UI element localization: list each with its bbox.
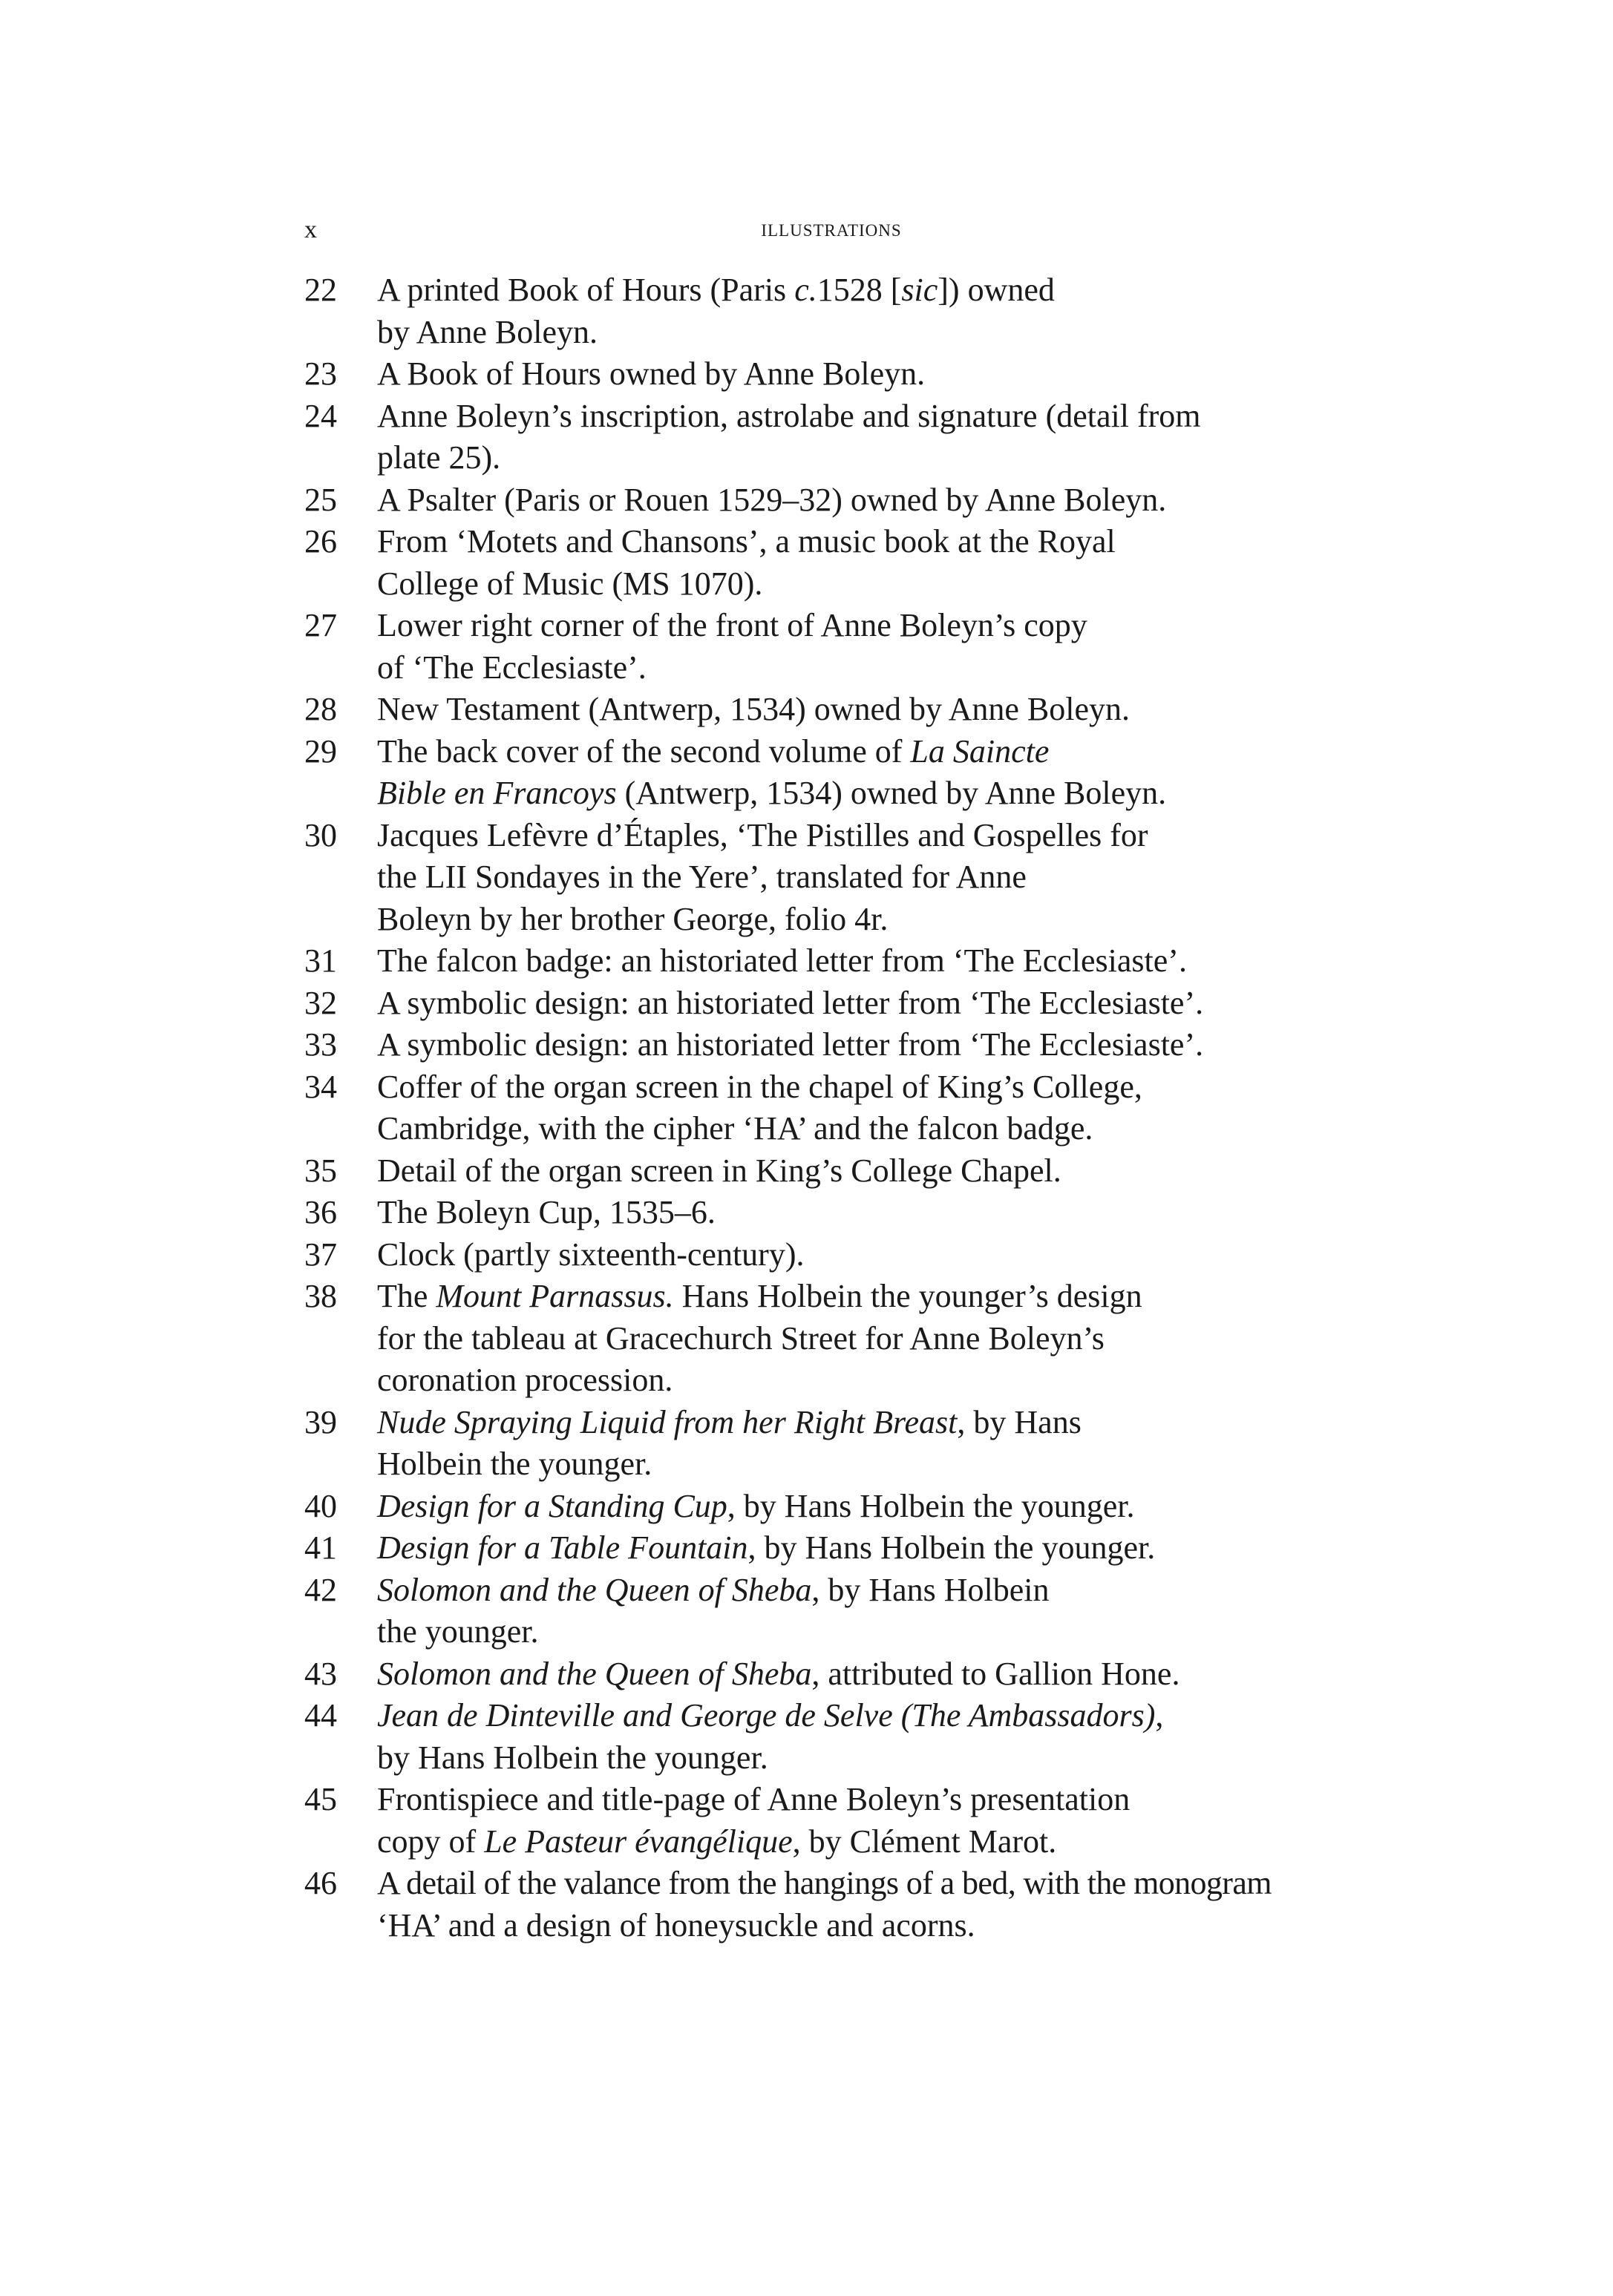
entry-number: 31 — [304, 942, 337, 979]
entry-caption — [377, 1402, 1357, 1486]
illustration-entry-44 — [304, 1695, 1358, 1779]
caption-text: the LII Sondayes in the Yere’, translated for Anne — [377, 859, 1027, 895]
caption-line — [377, 647, 1357, 689]
caption-line — [377, 983, 1357, 1025]
caption-line — [377, 1611, 1357, 1653]
illustration-entry-36 — [304, 1192, 1358, 1234]
entry-caption — [377, 1653, 1357, 1696]
caption-line — [377, 856, 1357, 899]
caption-text: , by Clément Marot. — [792, 1823, 1057, 1860]
caption-line — [377, 396, 1357, 438]
caption-line — [377, 1863, 1357, 1905]
illustration-entry-29 — [304, 731, 1358, 815]
caption-line — [377, 1695, 1357, 1737]
caption-line — [377, 1359, 1357, 1402]
entry-number: 41 — [304, 1529, 337, 1566]
entry-caption — [377, 521, 1357, 605]
caption-line — [377, 773, 1357, 815]
entry-caption — [377, 815, 1357, 941]
caption-text: for the tableau at Gracechurch Street for Anne Boleyn’s — [377, 1319, 1105, 1357]
entry-caption — [377, 1486, 1357, 1528]
caption-line — [377, 940, 1357, 983]
illustration-entry-22 — [304, 269, 1358, 353]
caption-line — [377, 1108, 1357, 1150]
caption-text: plate 25). — [377, 439, 501, 476]
italic-title: La Saincte — [910, 732, 1050, 770]
caption-text: The back cover of the second volume of — [377, 732, 911, 770]
caption-text: Jacques Lefèvre d’Étaples, ‘The Pistilles and Gospelles for — [377, 816, 1148, 853]
illustration-entry-45 — [304, 1779, 1358, 1863]
italic-title: c. — [794, 272, 817, 308]
caption-text: Frontispiece and title-page of Anne Boleyn’s presentation — [377, 1781, 1131, 1817]
italic-title: Design for a Table Fountain — [377, 1529, 748, 1566]
caption-line — [377, 1066, 1357, 1109]
entry-number: 37 — [304, 1236, 337, 1273]
entry-number: 27 — [304, 607, 337, 643]
entry-caption — [377, 605, 1357, 689]
entry-number: 38 — [304, 1278, 337, 1314]
entry-number: 24 — [304, 397, 337, 434]
entry-caption — [377, 1066, 1357, 1150]
caption-text: , by Hans Holbein the younger. — [747, 1529, 1156, 1566]
page-header — [304, 215, 1358, 245]
illustration-entry-40 — [304, 1486, 1358, 1528]
caption-line — [377, 815, 1357, 857]
entry-number: 35 — [304, 1152, 337, 1189]
illustration-entry-35 — [304, 1150, 1358, 1193]
italic-title: Solomon and the Queen of Sheba — [377, 1571, 812, 1608]
illustrations-list — [304, 269, 1358, 1946]
caption-text: coronation procession. — [377, 1362, 673, 1398]
entry-number: 32 — [304, 984, 337, 1021]
caption-text: A symbolic design: an historiated letter from ‘The Ecclesiaste’. — [377, 1026, 1204, 1063]
caption-line — [377, 605, 1357, 647]
illustration-entry-33 — [304, 1024, 1358, 1066]
italic-title: sic — [901, 272, 938, 308]
illustration-entry-41 — [304, 1527, 1358, 1570]
caption-text: the younger. — [377, 1613, 539, 1650]
entry-number: 44 — [304, 1697, 337, 1734]
caption-line — [377, 1653, 1357, 1696]
italic-title: Mount Parnassus. — [436, 1278, 674, 1314]
italic-title: Le Pasteur évangélique — [484, 1823, 793, 1860]
italic-title: Jean de Dinteville and George de Selve (The Ambassadors) — [377, 1697, 1156, 1734]
caption-line — [377, 1192, 1357, 1234]
running-head: ILLUSTRATIONS — [761, 221, 902, 240]
entry-caption — [377, 479, 1357, 522]
caption-line — [377, 563, 1357, 606]
entry-number: 30 — [304, 816, 337, 853]
entry-number: 26 — [304, 523, 337, 560]
illustration-entry-31 — [304, 940, 1358, 983]
entry-number: 25 — [304, 481, 337, 518]
illustration-entry-39 — [304, 1402, 1358, 1486]
caption-text: A Book of Hours owned by Anne Boleyn. — [377, 355, 926, 392]
caption-line — [377, 1905, 1357, 1947]
caption-text: Coffer of the organ screen in the chapel of King’s College, — [377, 1068, 1142, 1105]
entry-number: 42 — [304, 1571, 337, 1608]
illustration-entry-23 — [304, 353, 1358, 396]
illustration-entry-42 — [304, 1570, 1358, 1653]
entry-caption — [377, 983, 1357, 1025]
entry-caption — [377, 1527, 1357, 1570]
caption-text: A Psalter (Paris or Rouen 1529–32) owned by Anne Boleyn. — [377, 481, 1167, 518]
entry-caption — [377, 1863, 1357, 1946]
illustration-entry-38 — [304, 1276, 1358, 1402]
caption-line — [377, 1024, 1357, 1066]
illustration-entry-34 — [304, 1066, 1358, 1150]
caption-line — [377, 437, 1357, 479]
caption-text: , — [1155, 1697, 1164, 1734]
entry-caption — [377, 1150, 1357, 1193]
caption-line — [377, 479, 1357, 522]
entry-caption — [377, 269, 1357, 353]
caption-line — [377, 1527, 1357, 1570]
caption-text: Clock (partly sixteenth-century). — [377, 1236, 805, 1273]
caption-text: by Hans Holbein the younger. — [377, 1739, 768, 1776]
caption-line — [377, 312, 1357, 354]
entry-number: 36 — [304, 1194, 337, 1230]
caption-text: Lower right corner of the front of Anne Boleyn’s copy — [377, 607, 1087, 643]
illustration-entry-32 — [304, 983, 1358, 1025]
caption-text: (Antwerp, 1534) owned by Anne Boleyn. — [616, 775, 1167, 811]
entry-caption — [377, 353, 1357, 396]
italic-title: Design for a Standing Cup — [377, 1487, 727, 1524]
caption-line — [377, 1737, 1357, 1780]
caption-text: , by Hans Holbein the younger. — [727, 1487, 1135, 1524]
entry-caption — [377, 1192, 1357, 1234]
entry-caption — [377, 731, 1357, 815]
caption-text: Boleyn by her brother George, folio 4r. — [377, 900, 889, 937]
illustration-entry-27 — [304, 605, 1358, 689]
entry-caption — [377, 689, 1357, 731]
entry-number: 33 — [304, 1026, 337, 1063]
caption-text: Holbein the younger. — [377, 1446, 652, 1482]
caption-text: The Boleyn Cup, 1535–6. — [377, 1194, 716, 1230]
caption-text: copy of — [377, 1823, 485, 1860]
entry-caption — [377, 1024, 1357, 1066]
caption-line — [377, 1276, 1357, 1318]
caption-text: Anne Boleyn’s inscription, astrolabe and signature (detail from — [377, 397, 1201, 434]
entry-caption — [377, 1779, 1357, 1863]
entry-number: 29 — [304, 732, 337, 770]
caption-text: A detail of the valance from the hangings of a bed, with the monogram — [377, 1865, 1272, 1901]
entry-number: 43 — [304, 1655, 337, 1692]
illustration-entry-43 — [304, 1653, 1358, 1696]
caption-line — [377, 1486, 1357, 1528]
caption-text: Detail of the organ screen in King’s College Chapel. — [377, 1152, 1061, 1189]
entry-caption — [377, 1695, 1357, 1779]
entry-number: 46 — [304, 1865, 337, 1901]
illustration-entry-25 — [304, 479, 1358, 522]
caption-text: The — [377, 1278, 436, 1314]
entry-number: 28 — [304, 691, 337, 727]
caption-text: of ‘The Ecclesiaste’. — [377, 649, 647, 686]
entry-number: 39 — [304, 1403, 337, 1440]
caption-line — [377, 1318, 1357, 1360]
caption-text: by Anne Boleyn. — [377, 313, 598, 350]
caption-line — [377, 1402, 1357, 1444]
illustration-entry-37 — [304, 1234, 1358, 1276]
entry-number: 45 — [304, 1781, 337, 1817]
caption-text: The falcon badge: an historiated letter from ‘The Ecclesiaste’. — [377, 942, 1187, 979]
entry-caption — [377, 396, 1357, 479]
entry-caption — [377, 1234, 1357, 1276]
illustration-entry-26 — [304, 521, 1358, 605]
caption-text: A symbolic design: an historiated letter from ‘The Ecclesiaste’. — [377, 984, 1204, 1021]
caption-line — [377, 1234, 1357, 1276]
caption-text: 1528 [ — [817, 272, 902, 308]
caption-text: From ‘Motets and Chansons’, a music book at the Royal — [377, 523, 1116, 560]
illustration-entry-28 — [304, 689, 1358, 731]
entry-caption — [377, 1276, 1357, 1402]
caption-text: College of Music (MS 1070). — [377, 565, 763, 602]
caption-text: , attributed to Gallion Hone. — [811, 1655, 1180, 1692]
caption-line — [377, 353, 1357, 396]
illustration-entry-46 — [304, 1863, 1358, 1946]
italic-title: Nude Spraying Liquid from her Right Breast — [377, 1403, 958, 1440]
illustration-entry-30 — [304, 815, 1358, 941]
caption-line — [377, 1150, 1357, 1193]
caption-text: Cambridge, with the cipher ‘HA’ and the falcon badge. — [377, 1110, 1093, 1147]
italic-title: Bible en Francoys — [377, 775, 617, 811]
caption-text: ]) owned — [938, 272, 1055, 308]
entry-number: 40 — [304, 1487, 337, 1524]
caption-line — [377, 1443, 1357, 1486]
caption-line — [377, 731, 1357, 773]
entry-caption — [377, 1570, 1357, 1653]
caption-text: , by Hans Holbein — [811, 1571, 1050, 1608]
caption-text: , by Hans — [957, 1403, 1082, 1440]
caption-line — [377, 521, 1357, 563]
caption-line — [377, 1821, 1357, 1863]
entry-number: 34 — [304, 1068, 337, 1105]
caption-text: ‘HA’ and a design of honeysuckle and acorns. — [377, 1906, 975, 1944]
caption-line — [377, 269, 1357, 312]
entry-caption — [377, 940, 1357, 983]
caption-text: Hans Holbein the younger’s design — [673, 1278, 1142, 1314]
caption-line — [377, 1570, 1357, 1612]
illustration-entry-24 — [304, 396, 1358, 479]
caption-line — [377, 1779, 1357, 1821]
entry-number: 22 — [304, 272, 337, 308]
italic-title: Solomon and the Queen of Sheba — [377, 1655, 812, 1692]
caption-text: New Testament (Antwerp, 1534) owned by Anne Boleyn. — [377, 691, 1131, 727]
entry-number: 23 — [304, 355, 337, 392]
caption-text: A printed Book of Hours (Paris — [377, 272, 795, 308]
caption-line — [377, 689, 1357, 731]
caption-line — [377, 899, 1357, 941]
page-number: x — [304, 216, 317, 243]
